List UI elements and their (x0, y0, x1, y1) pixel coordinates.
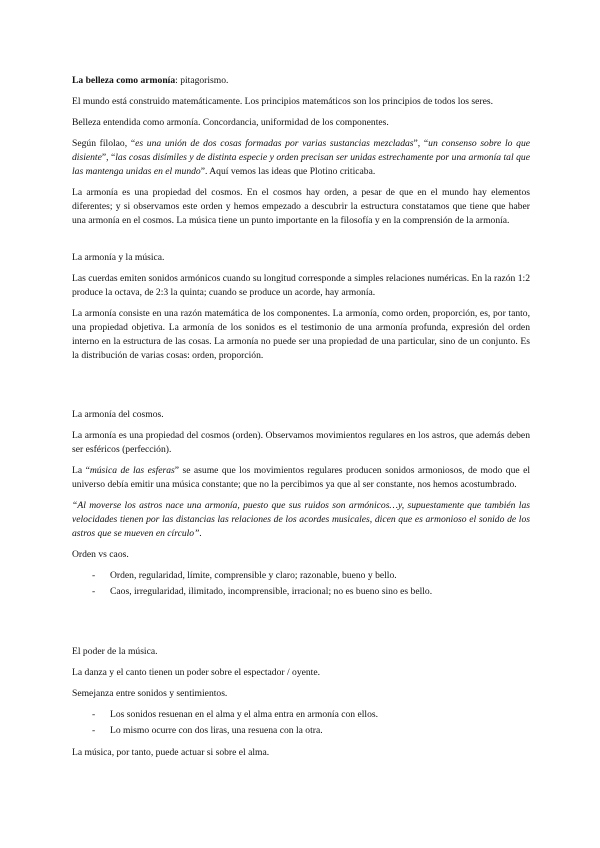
list-item (92, 708, 530, 722)
paragraph-quotes (72, 137, 530, 179)
quote: es una unión de dos cosas formadas por varias sustancias mezcladas (135, 138, 414, 149)
section-armonia-musica (72, 251, 530, 363)
list-item-text: Orden, regularidad, límite, comprensible y claro; razonable, bueno y bello. (110, 570, 397, 581)
section-poder-musica (72, 645, 530, 760)
list-item-text: Lo mismo ocurre con dos liras, una resuena con la otra. (110, 725, 323, 736)
list-item (92, 585, 530, 599)
text-run: ”, “ (413, 138, 429, 149)
paragraph: Belleza entendida como armonía. Concordancia, uniformidad de los componentes. (72, 117, 389, 128)
paragraph: El mundo está construido matemáticamente. Los principios matemáticos son los principios de todos los seres. (72, 96, 493, 107)
paragraph: Las cuerdas emiten sonidos armónicos cuando su longitud corresponde a simples relaciones numéricas. En la razón 1:2 produce la octava, de 2:3 la quinta; cuando se produce un acorde, hay armonía. (72, 273, 530, 298)
paragraph: La armonía consiste en una razón matemática de los componentes. La armonía, como orden, proporción, es, por tanto, una propiedad objetiva. La armonía de los sonidos es el testimonio de una armonía profunda, expresión del orden interno en la estructura de las cosas. La armonía no puede ser una propiedad de una particular, sino de un conjunto. Es la distribución de varias cosas: orden, proporción. (72, 308, 530, 361)
dash-icon: - (92, 709, 96, 720)
text-run: Según filolao, “ (72, 138, 136, 149)
section-title: La armonía y la música. (72, 252, 165, 263)
paragraph: La danza y el canto tienen un poder sobre el espectador / oyente. (72, 667, 320, 678)
quote: un consenso sobre lo que disiente (72, 138, 530, 163)
bullet-list (72, 569, 530, 599)
bullet-list (72, 708, 530, 738)
paragraph-quote: “Al moverse los astros nace una armonía, puesto que sus ruidos son armónicos…y, supuestamente que también las velocidades tienen por las distancias las relaciones de los acordes musicales, dicen que es armonioso el sonido de los astros que se mueven en círculo”. (72, 500, 530, 539)
quote: las cosas disímiles y de distinta especie y orden precisan ser unidas estrechamente por una armonía tal que las mantenga unidas en el mundo (72, 152, 530, 177)
paragraph: Semejanza entre sonidos y sentimientos. (72, 688, 228, 699)
title-bold: La belleza como armonía (72, 75, 176, 86)
title-rest: : pitagorismo. (175, 75, 229, 86)
text-run: La “ (72, 465, 90, 476)
list-item (92, 569, 530, 583)
section-title (72, 74, 530, 88)
paragraph (72, 464, 530, 492)
list-item (92, 724, 530, 738)
list-item-text: Caos, irregularidad, ilimitado, incomprensible, irracional; no es bueno sino es bello. (110, 586, 433, 597)
list-item-text: Los sonidos resuenan en el alma y el alma entra en armonía con ellos. (110, 709, 379, 720)
section-title: La armonía del cosmos. (72, 409, 164, 420)
paragraph: Orden vs caos. (72, 549, 129, 560)
paragraph: La armonía es una propiedad del cosmos. En el cosmos hay orden, a pesar de que en el mundo hay elementos diferentes; y si observamos este orden y hemos empezado a descubrir la estructura constatamos que tiene que haber una armonía en el cosmos. La música tiene un punto importante en la filosofía y en la comprensión de la armonía. (72, 187, 530, 226)
text-run: ”, “ (101, 152, 116, 163)
dash-icon: - (92, 586, 96, 597)
text-run: ” se asume que los movimientos regulares producen sonidos armoniosos, de modo que el universo debía emitir una música constante; que no la percibimos ya que al ser constante, nos hemos acostumbrado. (72, 465, 530, 490)
text-run: ”. Aquí vemos las ideas que Plotino criticaba. (200, 166, 376, 177)
dash-icon: - (92, 570, 96, 581)
dash-icon: - (92, 725, 96, 736)
quote: música de las esferas (89, 465, 175, 476)
paragraph: La música, por tanto, puede actuar si sobre el alma. (72, 747, 270, 758)
paragraph: La armonía es una propiedad del cosmos (orden). Observamos movimientos regulares en los astros, que además deben ser esféricos (perfección). (72, 430, 530, 455)
section-pitagorismo (72, 74, 530, 228)
section-armonia-cosmos (72, 408, 530, 599)
section-title: El poder de la música. (72, 646, 158, 657)
